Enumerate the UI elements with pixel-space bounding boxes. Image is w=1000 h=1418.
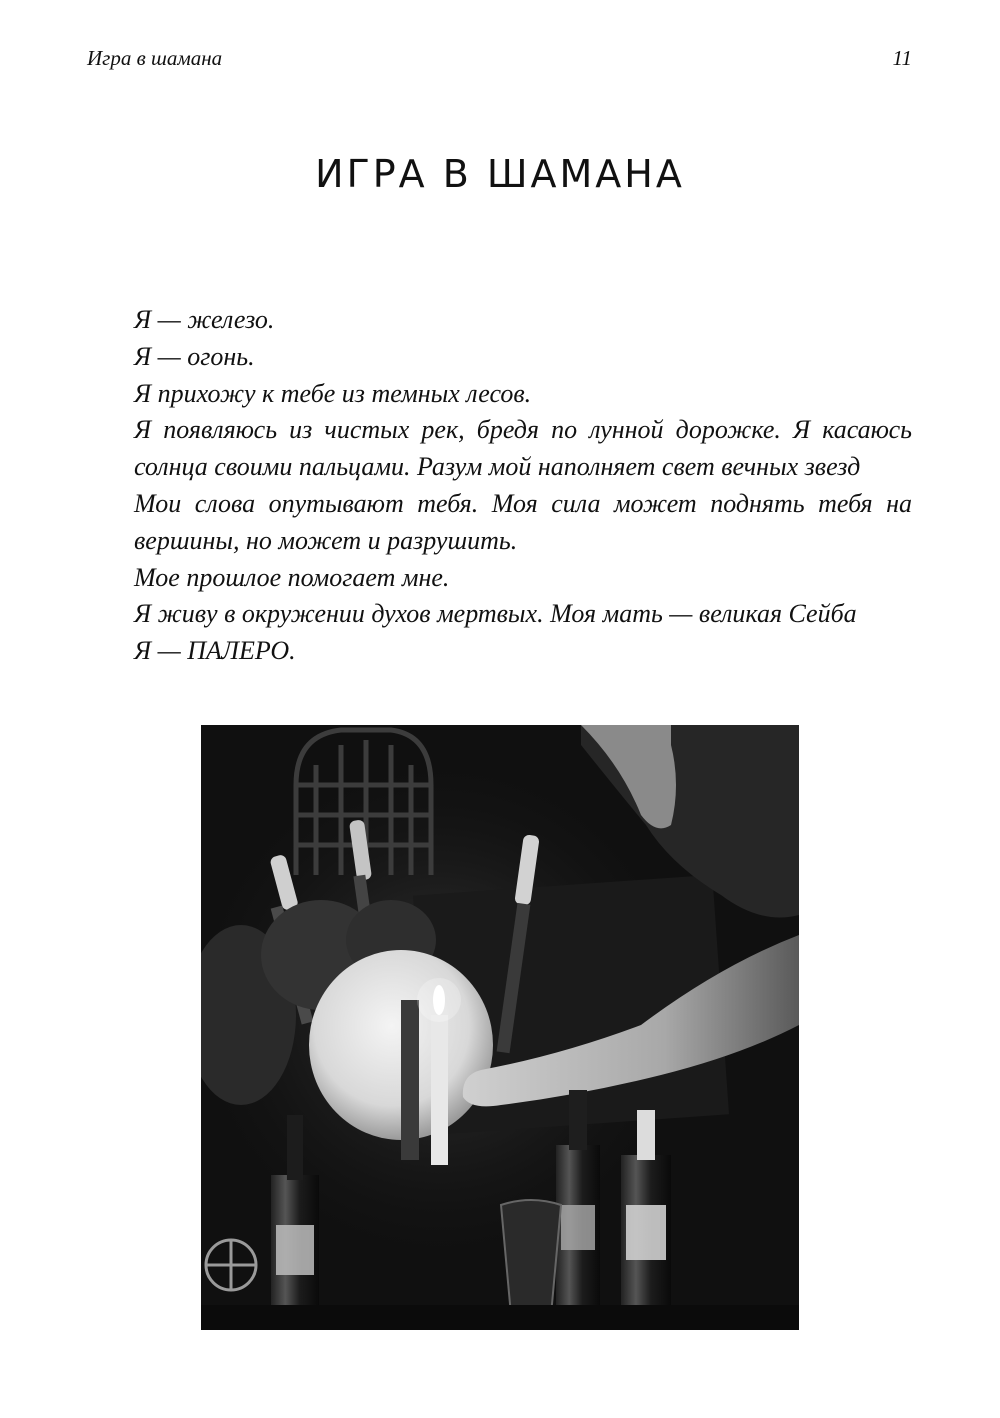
poem-line: Я появляюсь из чистых рек, бредя по лунной дорожке. Я касаюсь солнца своими пальцами. Разум мой наполняет свет вечных звезд <box>134 415 912 482</box>
chapter-title: ИГРА В ШАМАНА <box>315 152 685 196</box>
running-header <box>87 46 912 76</box>
poem-line: Мое прошлое помогает мне. <box>134 562 450 592</box>
poem-line: Мои слова опутывают тебя. Моя сила может поднять тебя на вершины, но может и разрушить. <box>134 488 912 555</box>
ritual-altar-photo <box>201 725 799 1330</box>
photo-illustration <box>201 725 799 1330</box>
poem <box>134 302 912 670</box>
poem-line: Я прихожу к тебе из темных лесов. <box>134 378 532 408</box>
poem-line: Я — железо. <box>134 305 275 334</box>
candle <box>431 1015 448 1165</box>
page-number: 11 <box>892 46 912 70</box>
poem-line: Я живу в окружении духов мертвых. Моя мать — великая Сейба <box>134 599 857 629</box>
poem-line: Я — ПАЛЕРО. <box>134 636 296 666</box>
running-title: Игра в шамана <box>87 46 223 70</box>
poem-line: Я — огонь. <box>134 341 255 371</box>
